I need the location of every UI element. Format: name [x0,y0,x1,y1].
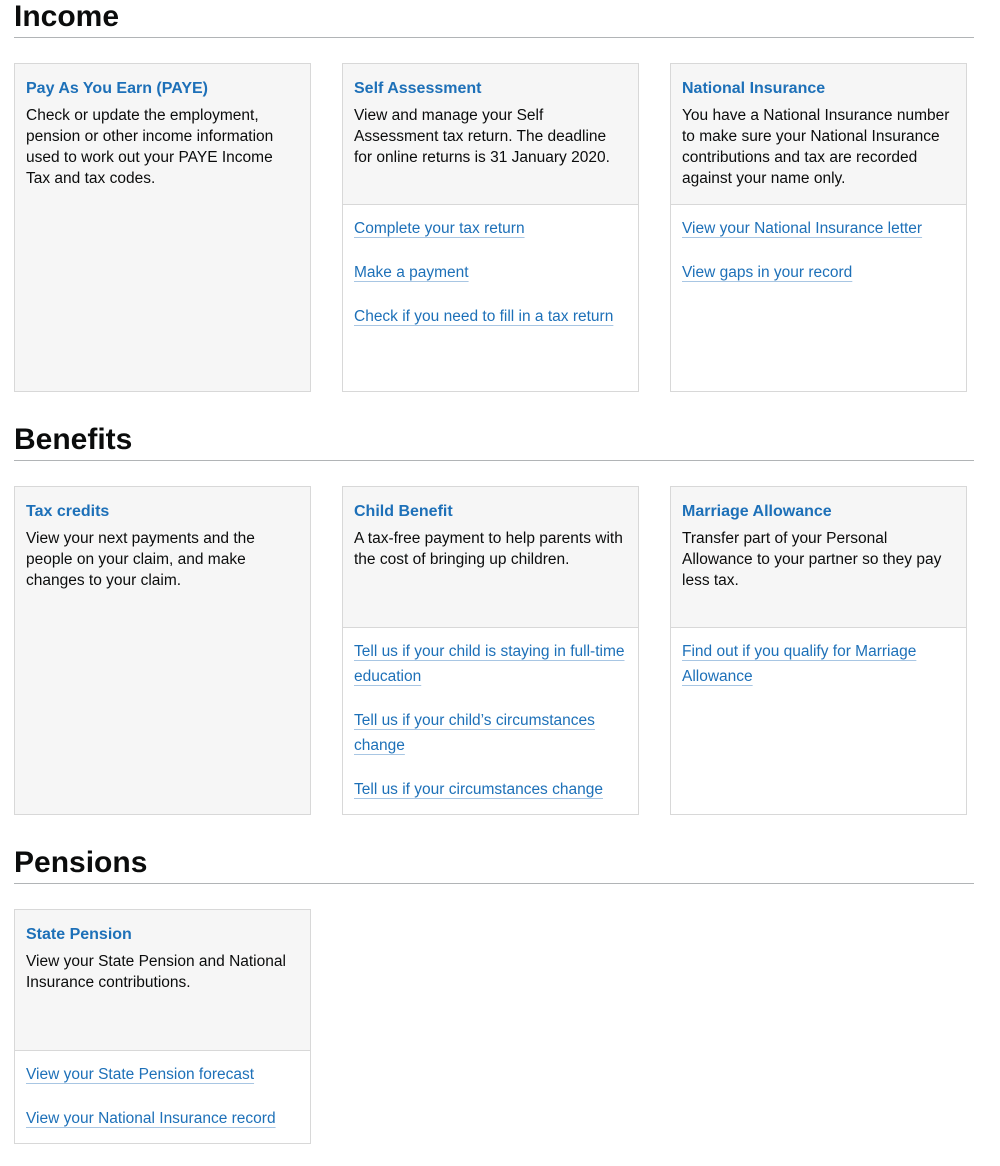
link-complete-tax-return[interactable]: Complete your tax return [354,220,525,237]
card-description: View your State Pension and National Insurance contributions. [26,953,286,991]
card-paye [14,63,311,392]
card-description: You have a National Insurance number to make sure your National Insurance contributions and tax are recorded against your name only. [682,107,950,187]
section-heading-pensions: Pensions [14,845,974,884]
card-title-state-pension[interactable]: State Pension [26,926,132,943]
card-title-tax-credits[interactable]: Tax credits [26,503,110,520]
card-title-self-assessment[interactable]: Self Assessment [354,80,482,97]
link-make-payment[interactable]: Make a payment [354,264,469,281]
card-title-national-insurance[interactable]: National Insurance [682,80,826,97]
card-self-assessment [342,63,639,392]
card-title-paye[interactable]: Pay As You Earn (PAYE) [26,80,208,97]
section-heading-income: Income [14,0,974,38]
link-check-need-tax-return[interactable]: Check if you need to fill in a tax return [354,308,614,325]
link-qualify-marriage-allowance[interactable]: Find out if you qualify for Marriage Allowance [682,643,917,685]
link-child-full-time-education[interactable]: Tell us if your child is staying in full-time education [354,643,625,685]
link-ni-record[interactable]: View your National Insurance record [26,1110,276,1127]
card-description: A tax-free payment to help parents with the cost of bringing up children. [354,530,623,568]
card-title-marriage-allowance[interactable]: Marriage Allowance [682,503,832,520]
card-title-child-benefit[interactable]: Child Benefit [354,503,453,520]
card-national-insurance [670,63,967,392]
link-gaps-in-record[interactable]: View gaps in your record [682,264,853,281]
link-your-circumstances-change[interactable]: Tell us if your circumstances change [354,781,603,798]
card-description: View and manage your Self Assessment tax return. The deadline for online returns is 31 January 2020. [354,107,610,166]
card-marriage-allowance [670,486,967,815]
card-description: View your next payments and the people on your claim, and make changes to your claim. [26,530,255,589]
card-state-pension [14,909,311,1144]
link-state-pension-forecast[interactable]: View your State Pension forecast [26,1066,255,1083]
section-heading-benefits: Benefits [14,422,974,461]
card-description: Check or update the employment, pension or other income information used to work out your PAYE Income Tax and tax codes. [26,107,274,187]
card-child-benefit [342,486,639,815]
card-description: Transfer part of your Personal Allowance to your partner so they pay less tax. [682,530,942,589]
link-child-circumstances-change[interactable]: Tell us if your child’s circumstances change [354,712,595,754]
card-tax-credits [14,486,311,815]
link-ni-letter[interactable]: View your National Insurance letter [682,220,923,237]
